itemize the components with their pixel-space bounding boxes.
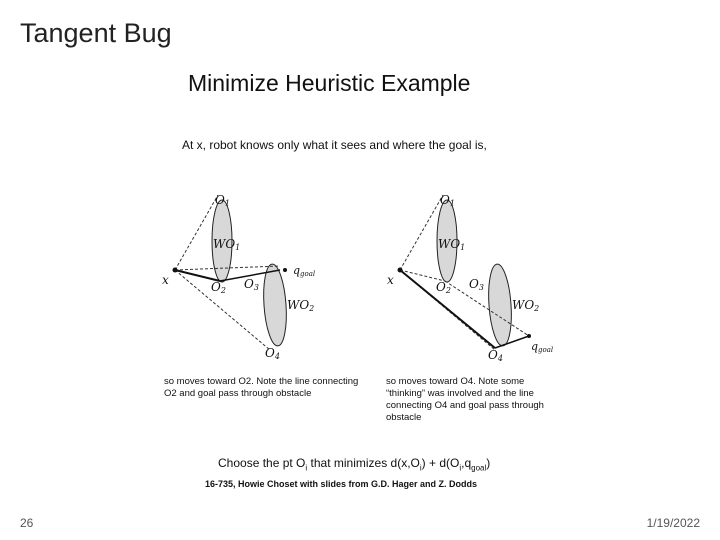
o3-label-right: O3 <box>469 277 484 292</box>
page-number: 26 <box>20 516 34 530</box>
slide-date: 1/19/2022 <box>646 516 700 530</box>
left-caption: so moves toward O2. Note the line connecting O2 and goal pass through obstacle <box>164 376 359 399</box>
intro-text: At x, robot knows only what it sees and where the goal is, <box>182 138 487 152</box>
wo1-label-right: WO1 <box>438 237 466 252</box>
robot-position <box>173 268 178 273</box>
minimize-formula: Choose the pt $O_i$ that minimizes $d(x,O_i) + d(O_i,q_{goal})$ <box>218 456 491 473</box>
wo2-label-right: WO2 <box>512 298 540 313</box>
x-label-right: x <box>387 273 394 287</box>
left-diagram <box>162 193 315 361</box>
slide-title: Tangent Bug <box>20 18 172 48</box>
o3-label: O3 <box>244 277 259 292</box>
x-label: x <box>162 273 169 287</box>
o2-label: O2 <box>211 280 226 295</box>
qgoal-label-right: qgoal <box>531 340 554 354</box>
credit-line: 16-735, Howie Choset with slides from G.D. Hager and Z. Dodds <box>205 479 478 489</box>
robot-position-right <box>398 268 403 273</box>
o4-label-right: O4 <box>488 348 503 363</box>
goal-point-right <box>527 334 531 338</box>
o2-label-right: O2 <box>436 280 451 295</box>
o1-label-right: O1 <box>440 193 455 208</box>
o1-label: O1 <box>215 193 230 208</box>
wo2-label: WO2 <box>287 298 315 313</box>
qgoal-label: qgoal <box>293 264 316 278</box>
o4-label: O4 <box>265 346 280 361</box>
obstacle-wo2-right <box>486 263 514 346</box>
tangent-bug-diagrams <box>155 178 565 373</box>
wo1-label: WO1 <box>213 237 241 252</box>
right-caption: so moves toward O4. Note some “thinking” was involved and the line connecting O4 and goal pass through obstacle <box>386 376 544 423</box>
right-diagram <box>387 193 553 363</box>
example-heading: Minimize Heuristic Example <box>188 70 471 96</box>
goal-point <box>283 268 287 272</box>
obstacle-wo2 <box>261 263 289 346</box>
